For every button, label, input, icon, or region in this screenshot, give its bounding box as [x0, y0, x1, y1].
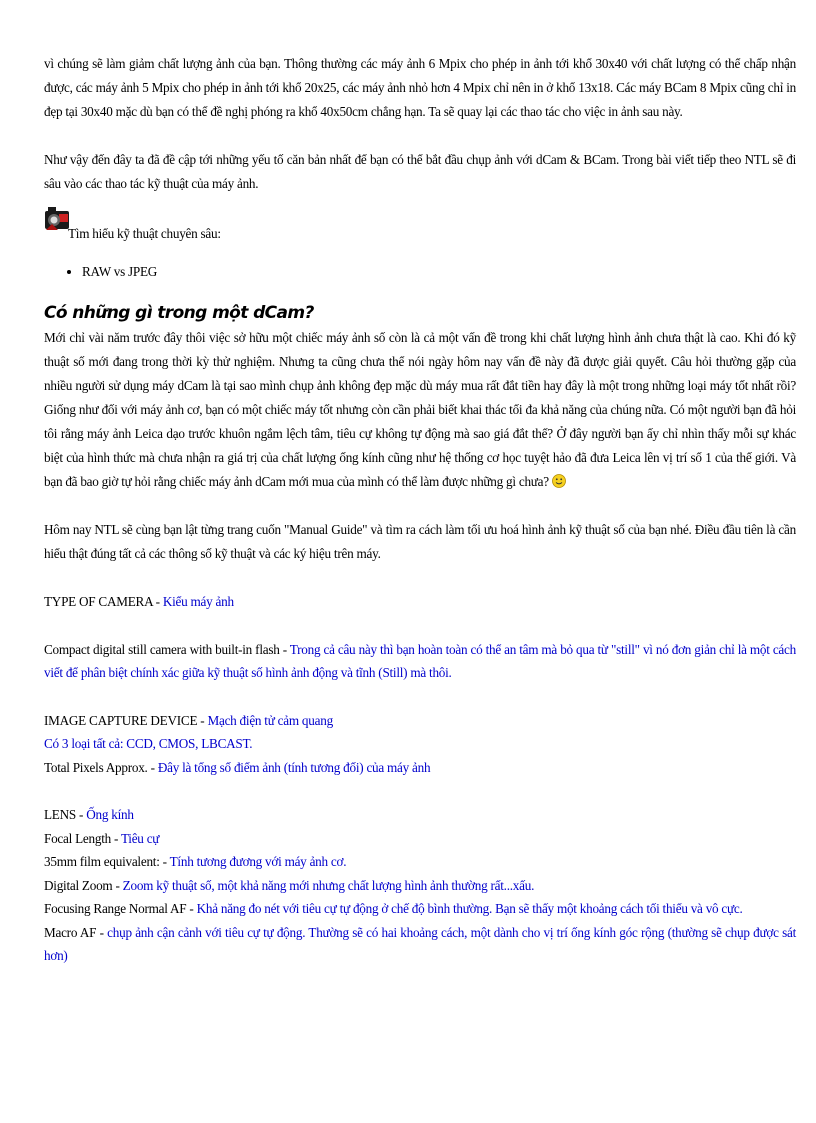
spec-film: 35mm film equivalent: - Tính tương đương với máy ảnh cơ. — [44, 854, 347, 869]
list-item — [82, 262, 796, 282]
spec-pixels: Total Pixels Approx. - Đây là tổng số điểm ảnh (tính tương đối) của máy ảnh — [44, 759, 431, 775]
spec-zoom: Digital Zoom - Zoom kỹ thuật số, một khả năng mới nhưng chất lượng hình ảnh thường rất...xấu. — [44, 877, 535, 893]
document-page — [44, 52, 796, 968]
intro-text: Mới chỉ vài năm trước đây thôi việc sở hữu một chiếc máy ảnh số còn là cả một vấn đề trong khi chất lượng hình ảnh chưa thật là cao. Khi đó kỹ thuật số mới đang trong thời kỳ thử nghiệm. Nhưng ta cũng chưa thể nói ngày hôm nay vấn đề này đã được giải quyết. Câu hỏi thường gặp của nhiều người sử dụng máy dCam là tại sao mình chụp ảnh không đẹp mặc dù máy mua rất đắt tiền hay đây là một trong những loại máy tốt nhất rồi? Giống như đối với máy ảnh cơ, bạn có một chiếc máy tốt nhưng còn cần phải biết khai thác tối đa khả năng của chúng nữa. Có một người bạn đã hỏi tôi rằng máy ảnh Leica dạo trước khuôn ngắm lệch tâm, tiêu cự không tự động mà sao giá đắt thế? Ở đây người bạn ấy chỉ nhìn thấy mỗi sự khác biệt của hình thức mà chưa nhận ra giá trị của chất lượng ống kính cũng như hệ thống cơ học tuyệt hảo đã đưa Leica lên vị trí số 1 của thế giới. Và bạn đã bao giờ tự hỏi rằng chiếc máy ảnh dCam mới mua của mình có thể làm được những gì chưa? — [44, 330, 796, 489]
spec-type: TYPE OF CAMERA - Kiểu máy ảnh — [44, 594, 234, 609]
advanced-topic-label: Tìm hiểu kỹ thuật chuyên sâu: — [68, 226, 221, 241]
spec-list — [44, 590, 796, 968]
paragraph-conclusion: Như vậy đến đây ta đã đề cập tới những yếu tố căn bản nhất để bạn có thể bắt đầu chụp ảnh với dCam & BCam. Trong bài viết tiếp theo NTL sẽ đi sâu vào các thao tác kỹ thuật của máy ảnh. — [44, 152, 796, 191]
advanced-topic-line — [44, 202, 796, 246]
paragraph-intro — [44, 326, 796, 494]
spec-compact: Compact digital still camera with built-in flash - Trong cả câu này thì bạn hoàn toàn có thể an tâm mà bỏ qua từ "still" vì nó đơn giản chỉ là một cách viết để phân biệt chính xác giữa kỹ thuật số hình ảnh động và tĩnh (Still) mà thôi. — [44, 641, 796, 680]
spec-macro: Macro AF - chụp ảnh cận cảnh với tiêu cự tự động. Thường sẽ có hai khoảng cách, một dành cho vị trí ống kính góc rộng (thường sẽ chụp được sát hơn) — [44, 924, 796, 963]
spec-capture: IMAGE CAPTURE DEVICE - Mạch điện tử cảm quang — [44, 712, 333, 728]
spec-capture-note: Có 3 loại tất cả: CCD, CMOS, LBCAST. — [44, 736, 253, 751]
topic-list — [44, 262, 796, 282]
spec-lens: LENS - Ống kính — [44, 807, 134, 822]
spec-focus: Focusing Range Normal AF - Khả năng đo nét với tiêu cự tự động ở chế độ bình thường. Bạn sẽ thấy một khoảng cách tối thiểu và vô cực. — [44, 901, 743, 916]
paragraph-print-quality: vì chúng sẽ làm giảm chất lượng ảnh của bạn. Thông thường các máy ảnh 6 Mpix cho phép in ảnh tới khổ 30x40 với chất lượng có thể chấp nhận được, các máy ảnh 5 Mpix cho phép in ảnh tới khổ 20x25, các máy ảnh nhỏ hơn 4 Mpix chỉ nên in ở khổ 13x18. Các máy BCam 8 Mpix cũng chỉ in đẹp tại 30x40 mặc dù bạn có thể đề nghị phóng ra khổ 40x50cm chẳng hạn. Ta sẽ quay lại các thao tác cho việc in ảnh sau này. — [44, 56, 796, 119]
paragraph-manual-guide: Hôm nay NTL sẽ cùng bạn lật từng trang cuốn "Manual Guide" và tìm ra cách làm tối ưu hoá hình ảnh kỹ thuật số của bạn nhé. Điều đầu tiên là cần hiểu thật đúng tất cả các thông số kỹ thuật và các ký hiệu trên máy. — [44, 522, 796, 561]
smiley-icon — [552, 472, 566, 486]
raw-vs-jpeg-item: RAW vs JPEG — [82, 264, 158, 279]
spec-focal: Focal Length - Tiêu cự — [44, 830, 160, 846]
section-heading: Có những gì trong một dCam? — [44, 303, 314, 323]
